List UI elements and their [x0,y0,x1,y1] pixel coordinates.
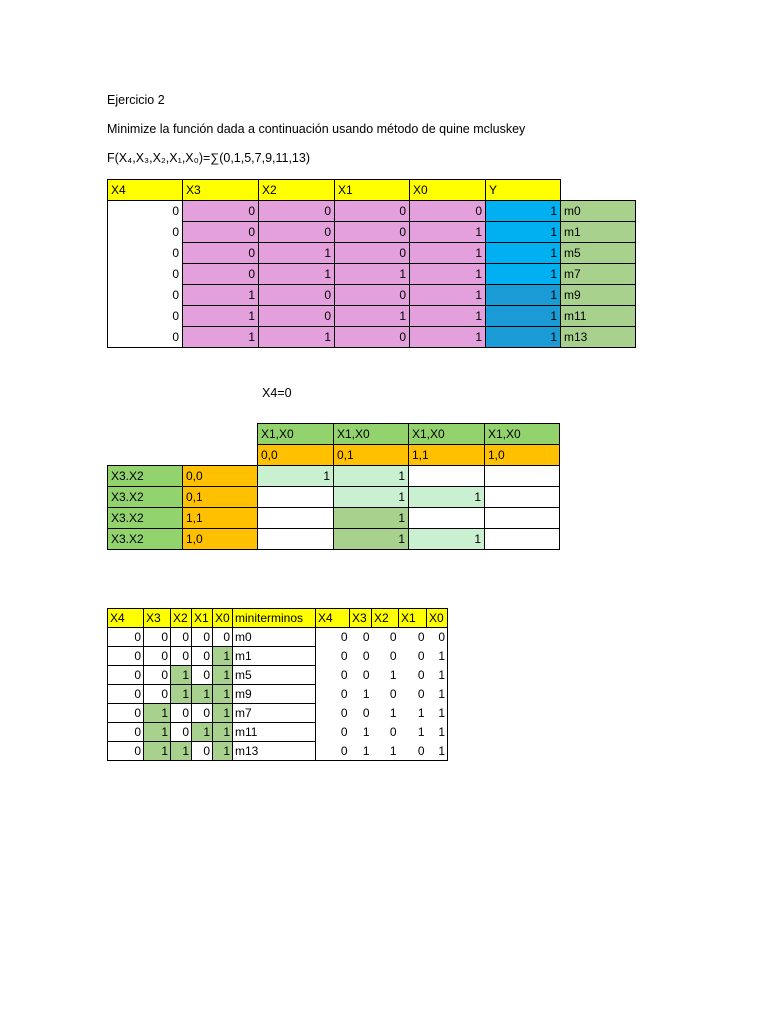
cell-x1: 0 [335,243,410,264]
qm-cell: 0 [362,668,370,682]
qm-cell: 0 [171,647,192,666]
kmap-cell: 1 [334,508,409,529]
table-row [108,327,636,348]
qm-cell: 1 [427,742,448,761]
kmap-cell: 1 [409,529,485,550]
table-row [108,264,636,285]
qm-cell: 1 [427,685,448,704]
kmap-label: X4=0 [262,386,292,400]
qm-cell: 1 [213,666,233,685]
qm-header-row [108,609,448,628]
cell-x0: 1 [410,264,486,285]
cell-x3: 0 [183,201,259,222]
kmap-cell: 1 [334,529,409,550]
cell-y: 1 [486,264,561,285]
qm-cell: 1 [417,725,425,739]
qm-cell: 1 [389,668,397,682]
qm-cell: 0 [108,742,144,761]
exercise-title: Ejercicio 2 [107,93,165,107]
cell-x3: 1 [183,306,259,327]
kmap-row-label: X3.X2 [108,487,183,508]
qm-cell: 1 [192,723,213,742]
cell-y: 1 [486,222,561,243]
qm-cell: 0 [144,666,171,685]
qm-cell: 0 [389,687,397,701]
qm-cell: 0 [362,706,370,720]
cell-x2: 1 [259,327,335,348]
qm-header: X1 [399,609,427,628]
qm-minterm: m5 [233,666,316,685]
kmap-row [108,487,560,508]
qm-cell: 1 [213,742,233,761]
kmap-cell [258,529,334,550]
table-row [108,285,636,306]
qm-cell: 0 [389,649,397,663]
cell-y: 1 [486,243,561,264]
cell-x0: 0 [410,201,486,222]
qm-cell: 0 [144,628,171,647]
cell-minterm: m0 [561,201,636,222]
qm-cell: 1 [427,704,448,723]
qm-cell: 0 [417,630,425,645]
kmap-row-value: 1,1 [183,508,258,529]
table-row [108,243,636,264]
kmap-cell: 1 [334,487,409,508]
qm-header: X4 [108,609,144,628]
cell-x0: 1 [410,222,486,243]
kmap-cell: 1 [258,466,334,487]
qm-cell: 1 [350,742,372,761]
cell-x1: 0 [335,222,410,243]
header-x2: X2 [259,180,335,201]
cell-y: 1 [486,327,561,348]
cell-x1: 0 [335,327,410,348]
kmap-cell [258,487,334,508]
qm-cell: 1 [192,685,213,704]
kmap-row-label: X3.X2 [108,466,183,487]
cell-x2: 0 [259,201,335,222]
header-x4: X4 [108,180,183,201]
cell-x4: 0 [108,327,183,348]
qm-cell: 0 [171,704,192,723]
kmap-corner [183,445,258,466]
cell-x0: 1 [410,327,486,348]
cell-minterm: m5 [561,243,636,264]
qm-cell: 1 [427,723,448,742]
kmap-corner [108,424,183,445]
qm-cell: 0 [427,628,448,647]
qm-cell: 1 [417,706,425,720]
qm-cell: 0 [417,687,425,701]
qm-header-minterms: miniterminos [233,609,316,628]
qm-minterm: m11 [233,723,316,742]
cell-x3: 0 [183,243,259,264]
qm-row [108,647,448,666]
qm-cell: 0 [417,649,425,663]
kmap-row-value: 0,1 [183,487,258,508]
qm-cell: 1 [213,704,233,723]
qm-cell: 0 [340,706,348,720]
qm-minterm: m13 [233,742,316,761]
cell-minterm: m1 [561,222,636,243]
kmap-row [108,529,560,550]
kmap-col-value: 0,0 [258,445,334,466]
kmap-cell [258,508,334,529]
table-row [108,222,636,243]
kmap-cell: 1 [409,487,485,508]
qm-cell: 1 [213,647,233,666]
cell-minterm: m7 [561,264,636,285]
cell-x1: 1 [335,264,410,285]
function-definition: F(X₄,X₃,X₂,X₁,X₀)=∑(0,1,5,7,9,11,13) [107,151,311,165]
qm-cell: 1 [171,685,192,704]
kmap-col-value: 0,1 [334,445,409,466]
cell-x2: 1 [259,243,335,264]
qm-header: X2 [372,609,399,628]
table-row [108,306,636,327]
qm-cell: 0 [192,628,213,647]
cell-x2: 0 [259,285,335,306]
qm-cell: 0 [192,742,213,761]
header-x0: X0 [410,180,486,201]
cell-x3: 0 [183,222,259,243]
table-row [108,201,636,222]
qm-header: X3 [144,609,171,628]
cell-x0: 1 [410,306,486,327]
qm-cell: 0 [192,666,213,685]
header-x1: X1 [335,180,410,201]
cell-x0: 1 [410,285,486,306]
qm-cell: 0 [192,704,213,723]
qm-row [108,723,448,742]
qm-cell: 0 [417,668,425,682]
qm-cell: 0 [399,742,427,761]
kmap-col-header: X1,X0 [485,424,560,445]
qm-row [108,628,448,647]
cell-x1: 0 [335,285,410,306]
qm-cell: 1 [144,742,171,761]
qm-cell: 1 [213,685,233,704]
kmap-row-label: X3.X2 [108,529,183,550]
qm-row [108,685,448,704]
qm-row [108,666,448,685]
qm-cell: 0 [108,647,144,666]
kmap-col-header: X1,X0 [334,424,409,445]
qm-cell: 1 [144,704,171,723]
cell-y: 1 [486,285,561,306]
kmap-corner [108,445,183,466]
qm-cell: 0 [340,687,348,701]
qm-cell: 0 [108,666,144,685]
kmap-col-value: 1,1 [409,445,485,466]
qm-minterm: m9 [233,685,316,704]
header-y: Y [486,180,561,201]
qm-header: X2 [171,609,192,628]
qm-cell: 1 [362,725,370,739]
qm-minterm: m1 [233,647,316,666]
kmap-col-header: X1,X0 [409,424,485,445]
header-x3: X3 [183,180,259,201]
cell-x4: 0 [108,222,183,243]
qm-cell: 0 [340,725,348,739]
cell-x2: 0 [259,222,335,243]
kmap-cell [485,508,560,529]
qm-cell: 0 [108,628,144,647]
cell-y: 1 [486,306,561,327]
qm-minterm: m0 [233,628,316,647]
qm-cell: 0 [362,630,370,645]
kmap-cell: 1 [334,466,409,487]
qm-cell: 0 [340,649,348,663]
kmap-row-label: X3.X2 [108,508,183,529]
cell-x4: 0 [108,243,183,264]
qm-cell: 0 [340,668,348,682]
qm-header: X0 [427,609,448,628]
qm-cell: 0 [362,649,370,663]
qm-cell: 1 [372,742,399,761]
kmap-row [108,466,560,487]
qm-cell: 1 [144,723,171,742]
qm-cell: 0 [171,628,192,647]
qm-minterm: m7 [233,704,316,723]
qm-cell: 0 [192,647,213,666]
kmap-row-value: 0,0 [183,466,258,487]
qm-cell: 1 [389,706,397,720]
kmap-values-row [108,445,560,466]
kmap-col-value: 1,0 [485,445,560,466]
cell-minterm: m11 [561,306,636,327]
truth-table [107,179,636,348]
qm-cell: 0 [144,647,171,666]
qm-row [108,704,448,723]
kmap-row [108,508,560,529]
cell-x1: 1 [335,306,410,327]
cell-x4: 0 [108,285,183,306]
qm-cell: 0 [213,628,233,647]
cell-x2: 0 [259,306,335,327]
truth-table-header [108,180,636,201]
cell-x3: 1 [183,285,259,306]
qm-cell: 0 [389,630,397,645]
kmap-cell [485,487,560,508]
instruction-text: Minimize la función dada a continuación usando método de quine mcluskey [107,122,526,136]
kmap-cell [409,466,485,487]
kmap-col-header: X1,X0 [258,424,334,445]
qm-cell: 1 [171,666,192,685]
qm-cell: 0 [108,723,144,742]
kmap-cell [485,529,560,550]
qm-cell: 0 [144,685,171,704]
qm-cell: 1 [427,666,448,685]
qm-cell: 0 [171,723,192,742]
qm-cell: 0 [108,704,144,723]
qm-header: X3 [350,609,372,628]
cell-x4: 0 [108,306,183,327]
cell-x4: 0 [108,264,183,285]
qm-header: X4 [316,609,350,628]
qm-cell: 1 [427,647,448,666]
qm-cell: 1 [171,742,192,761]
cell-x0: 1 [410,243,486,264]
cell-x4: 0 [108,201,183,222]
cell-x2: 1 [259,264,335,285]
qm-cell: 0 [316,742,350,761]
kmap-row-value: 1,0 [183,529,258,550]
qm-row [108,742,448,761]
cell-minterm: m9 [561,285,636,306]
qm-cell: 0 [108,685,144,704]
cell-minterm: m13 [561,327,636,348]
header-spacer [561,180,636,201]
qm-cell: 1 [362,687,370,701]
qm-header: X1 [192,609,213,628]
qm-cell: 1 [213,723,233,742]
karnaugh-map [107,423,560,550]
cell-y: 1 [486,201,561,222]
kmap-cell [409,508,485,529]
cell-x1: 0 [335,201,410,222]
qm-cell: 0 [389,725,397,739]
cell-x3: 1 [183,327,259,348]
cell-x3: 0 [183,264,259,285]
kmap-corner [183,424,258,445]
qm-header: X0 [213,609,233,628]
qm-cell: 0 [340,630,348,645]
qm-table [107,608,448,761]
kmap-header-row [108,424,560,445]
kmap-cell [485,466,560,487]
